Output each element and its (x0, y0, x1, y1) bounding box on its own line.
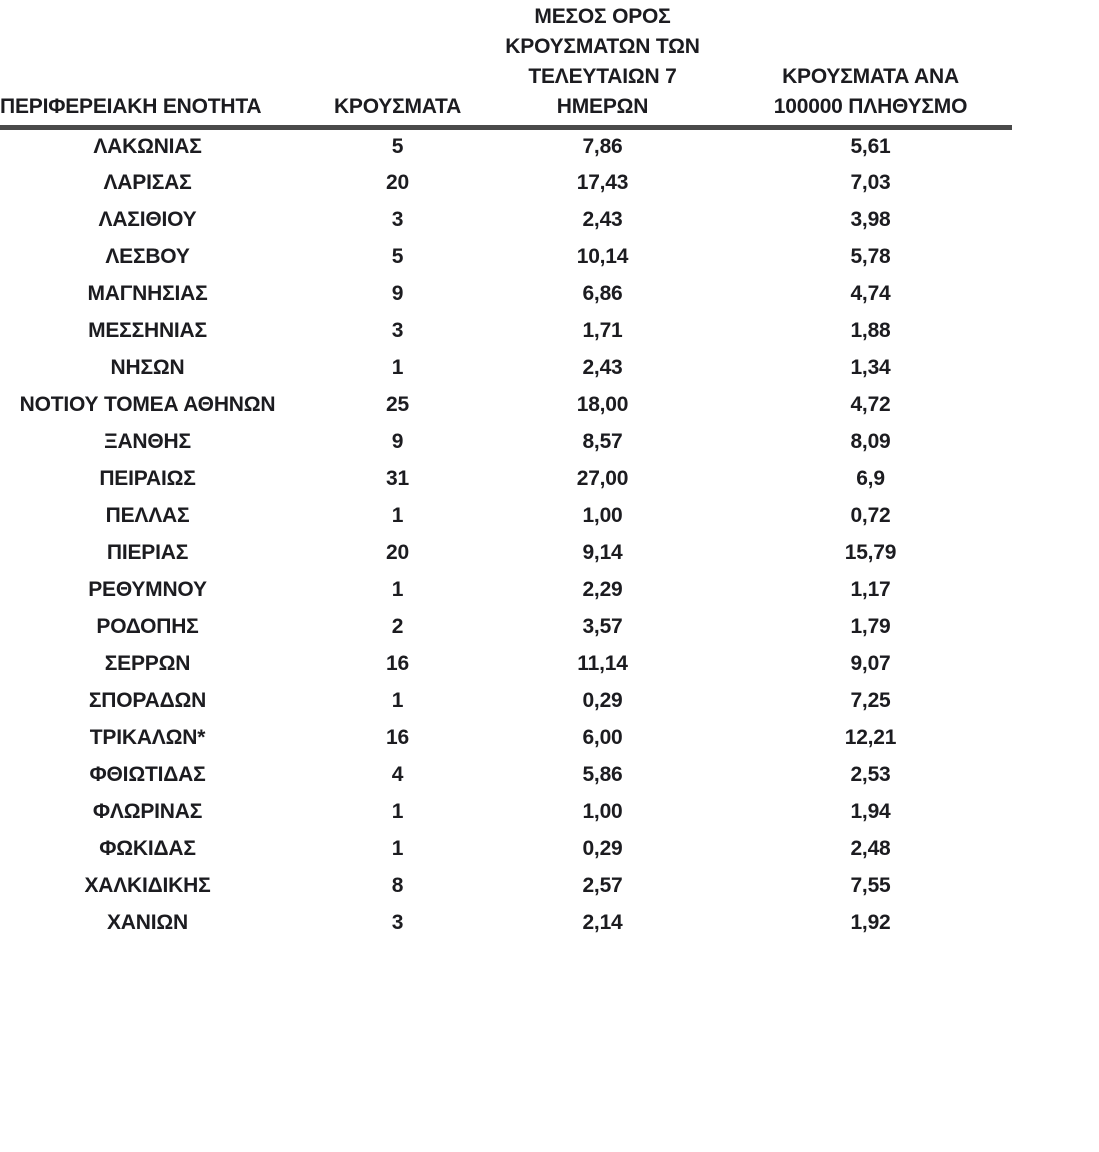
cell-cases: 20 (386, 541, 409, 564)
cell-cases: 20 (386, 171, 409, 194)
cell-cases: 4 (391, 763, 404, 786)
cell-per-100k: 1,17 (850, 578, 891, 601)
table-row (0, 757, 1012, 794)
cell-avg-7day: 27,00 (576, 467, 629, 490)
table-row (0, 905, 1012, 942)
cell-per-100k: 0,72 (850, 504, 891, 527)
table-body (0, 128, 1012, 942)
cell-region-name: ΛΑΣΙΘΙΟΥ (98, 208, 197, 231)
cell-avg-7day: 7,86 (582, 135, 623, 159)
cell-avg-7day: 5,86 (582, 763, 623, 786)
header-avg-7day (500, 0, 705, 128)
cell-cases: 5 (391, 135, 404, 159)
cell-per-100k: 4,72 (850, 393, 891, 416)
cell-region-name: ΛΑΚΩΝΙΑΣ (93, 135, 202, 159)
cell-region-name: ΡΕΘΥΜΝΟΥ (88, 578, 207, 601)
cell-per-100k: 1,79 (850, 615, 891, 638)
header-avg-7day-line3: ΤΕΛΕΥΤΑΙΩΝ 7 (528, 65, 677, 88)
header-per-100k-line2: 100000 ΠΛΗΘΥΣΜΟ (773, 95, 968, 118)
cell-avg-7day: 0,29 (582, 689, 623, 712)
cell-per-100k: 9,07 (850, 652, 891, 675)
cell-per-100k: 2,48 (850, 837, 891, 860)
cell-per-100k: 1,92 (850, 911, 891, 934)
cell-cases: 3 (391, 911, 404, 934)
table-row (0, 498, 1012, 535)
cell-avg-7day: 18,00 (576, 393, 629, 416)
cell-region-name: ΧΑΝΙΩΝ (107, 911, 188, 934)
header-avg-7day-line2: ΚΡΟΥΣΜΑΤΩΝ ΤΩΝ (505, 35, 700, 58)
cell-cases: 3 (391, 208, 404, 231)
table-row (0, 720, 1012, 757)
cell-avg-7day: 9,14 (582, 541, 623, 564)
cell-region-name: ΞΑΝΘΗΣ (104, 430, 191, 453)
cell-region-name: ΜΕΣΣΗΝΙΑΣ (88, 319, 207, 342)
table-row (0, 461, 1012, 498)
cell-region-name: ΠΕΛΛΑΣ (105, 504, 190, 527)
cell-avg-7day: 1,71 (582, 319, 623, 342)
cell-cases: 9 (391, 282, 404, 305)
cell-region-name: ΜΑΓΝΗΣΙΑΣ (87, 282, 208, 305)
header-region-unit: ΠΕΡΙΦΕΡΕΙΑΚΗ ΕΝΟΤΗΤΑ (0, 0, 295, 128)
cell-cases: 1 (391, 504, 404, 527)
cell-per-100k: 3,98 (850, 208, 891, 231)
header-cases: ΚΡΟΥΣΜΑΤΑ (295, 0, 500, 128)
cell-avg-7day: 11,14 (577, 652, 628, 675)
cell-region-name: ΧΑΛΚΙΔΙΚΗΣ (84, 874, 211, 897)
cell-region-name: ΤΡΙΚΑΛΩΝ* (89, 726, 206, 749)
cell-per-100k: 6,9 (856, 467, 885, 490)
cell-avg-7day: 1,00 (582, 504, 623, 527)
cell-region-name: ΣΕΡΡΩΝ (104, 652, 191, 675)
cell-region-name: ΣΠΟΡΑΔΩΝ (88, 689, 207, 712)
cell-region-name: ΠΙΕΡΙΑΣ (106, 541, 189, 564)
header-avg-7day-line4: ΗΜΕΡΩΝ (556, 95, 649, 118)
cell-per-100k: 7,03 (850, 171, 891, 194)
cell-cases: 3 (391, 319, 404, 342)
cell-cases: 5 (391, 245, 404, 268)
table-row (0, 276, 1012, 313)
header-row (0, 0, 1012, 128)
cell-per-100k: 12,21 (844, 726, 897, 749)
cell-avg-7day: 2,43 (582, 208, 623, 231)
cell-region-name: ΝΗΣΩΝ (110, 356, 185, 379)
cell-per-100k: 7,55 (850, 874, 891, 897)
table-row (0, 683, 1012, 720)
table-row (0, 572, 1012, 609)
cell-region-name: ΡΟΔΟΠΗΣ (96, 615, 199, 638)
table-row (0, 128, 1012, 165)
cell-cases: 2 (391, 615, 404, 638)
cell-avg-7day: 3,57 (582, 615, 623, 638)
cell-region-name: ΦΛΩΡΙΝΑΣ (92, 800, 203, 823)
table-row (0, 202, 1012, 239)
table-row (0, 239, 1012, 276)
cell-avg-7day: 6,86 (582, 282, 623, 305)
table-row (0, 535, 1012, 572)
cell-avg-7day: 6,00 (582, 726, 623, 749)
cell-cases: 1 (391, 689, 404, 712)
table-row (0, 350, 1012, 387)
cell-avg-7day: 2,57 (582, 874, 623, 897)
cell-per-100k: 7,25 (850, 689, 891, 712)
table-row (0, 831, 1012, 868)
cell-per-100k: 1,34 (850, 356, 891, 379)
cell-region-name: ΦΘΙΩΤΙΔΑΣ (89, 763, 206, 786)
cell-cases: 1 (391, 578, 404, 601)
cell-avg-7day: 2,29 (582, 578, 623, 601)
cell-cases: 8 (391, 874, 404, 897)
cell-avg-7day: 10,14 (576, 245, 629, 268)
cell-region-name: ΦΩΚΙΔΑΣ (99, 837, 196, 860)
cell-avg-7day: 17,43 (576, 171, 629, 194)
cell-avg-7day: 2,14 (582, 911, 623, 934)
cell-region-name: ΛΕΣΒΟΥ (105, 245, 190, 268)
cell-per-100k: 5,78 (850, 245, 891, 268)
cell-avg-7day: 1,00 (582, 800, 623, 823)
cell-cases: 31 (386, 467, 409, 490)
table-row (0, 868, 1012, 905)
table-row (0, 609, 1012, 646)
cell-cases: 25 (386, 393, 409, 416)
cell-avg-7day: 0,29 (582, 837, 623, 860)
table-row (0, 646, 1012, 683)
cell-cases: 1 (391, 356, 404, 379)
cell-per-100k: 2,53 (850, 763, 891, 786)
cell-per-100k: 8,09 (850, 430, 891, 453)
table-row (0, 387, 1012, 424)
cell-per-100k: 4,74 (850, 282, 891, 305)
cell-cases: 16 (386, 652, 409, 675)
cell-region-name: ΠΕΙΡΑΙΩΣ (99, 467, 196, 490)
table-row (0, 794, 1012, 831)
cell-cases: 1 (391, 800, 404, 823)
header-per-100k (705, 0, 1012, 128)
table-row (0, 424, 1012, 461)
cell-cases: 1 (391, 837, 404, 860)
cell-per-100k: 1,88 (850, 319, 891, 342)
table-row (0, 165, 1012, 202)
cell-region-name: ΝΟΤΙΟΥ ΤΟΜΕΑ ΑΘΗΝΩΝ (19, 393, 276, 416)
cell-per-100k: 5,61 (850, 135, 891, 159)
cell-per-100k: 1,94 (850, 800, 891, 823)
table-row (0, 313, 1012, 350)
header-avg-7day-line1: ΜΕΣΟΣ ΟΡΟΣ (534, 5, 671, 28)
cell-per-100k: 15,79 (844, 541, 897, 564)
cell-region-name: ΛΑΡΙΣΑΣ (103, 171, 192, 194)
header-per-100k-line1: ΚΡΟΥΣΜΑΤΑ ΑΝΑ (782, 65, 959, 88)
cell-cases: 16 (386, 726, 409, 749)
cell-avg-7day: 8,57 (582, 430, 623, 453)
cell-avg-7day: 2,43 (582, 356, 623, 379)
cell-cases: 9 (391, 430, 404, 453)
